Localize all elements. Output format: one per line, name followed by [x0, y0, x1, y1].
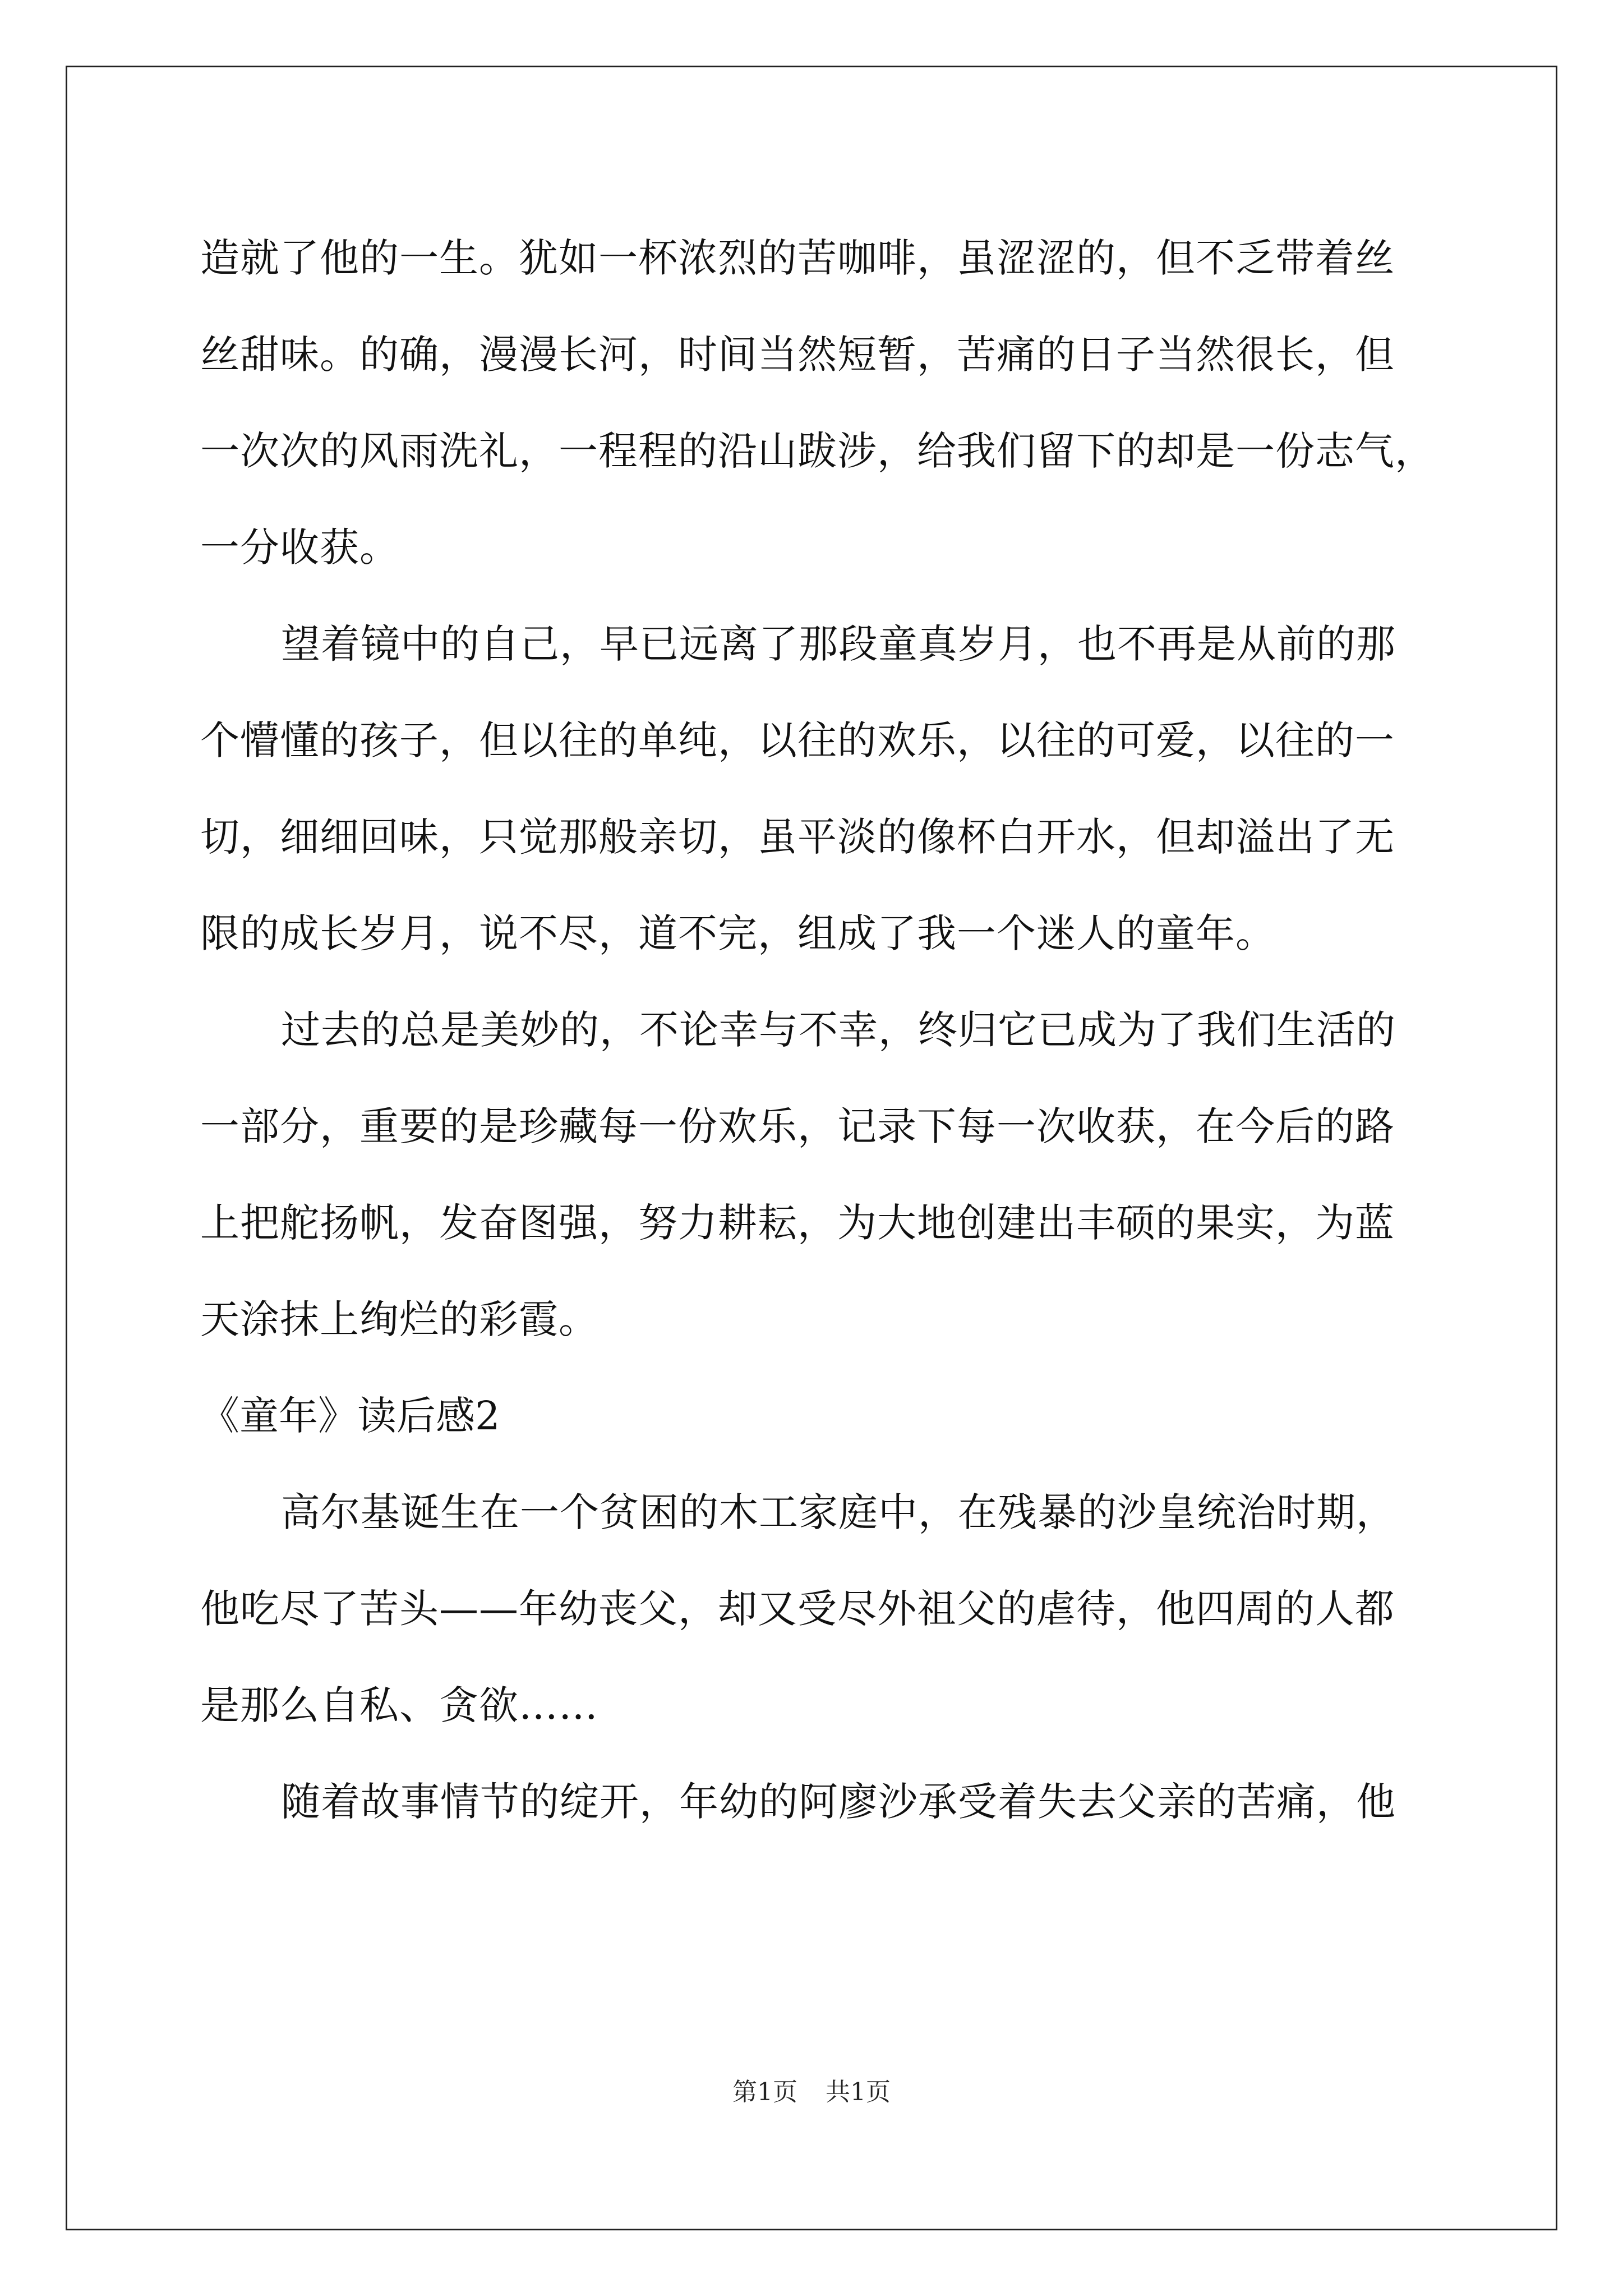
- page-number: 第1页: [732, 2078, 797, 2106]
- text-line: 个懵懂的孩子，但以往的单纯，以往的欢乐，以往的可爱，以往的一: [200, 717, 1395, 763]
- section-heading: 《童年》读后感2: [200, 1393, 500, 1439]
- text-line: 过去的总是美妙的，不论幸与不幸，终归它已成为了我们生活的: [281, 1007, 1396, 1053]
- text-line: 上把舵扬帆，发奋图强，努力耕耘，为大地创建出丰硕的果实，为蓝: [200, 1200, 1395, 1246]
- page-total: 共1页: [826, 2078, 891, 2106]
- text-line: 一部分，重要的是珍藏每一份欢乐，记录下每一次收获，在今后的路: [200, 1103, 1395, 1149]
- document-body: [200, 210, 1434, 1850]
- text-line: 造就了他的一生。犹如一杯浓烈的苦咖啡，虽涩涩的，但不乏带着丝: [200, 235, 1395, 281]
- text-line: 切，细细回味，只觉那般亲切，虽平淡的像杯白开水，但却溢出了无: [200, 814, 1395, 860]
- text-line: 限的成长岁月，说不尽，道不完，组成了我一个迷人的童年。: [200, 910, 1275, 956]
- text-line: 丝甜味。的确，漫漫长河，时间当然短暂，苦痛的日子当然很长，但: [200, 332, 1395, 378]
- text-line: 一分收获。: [200, 524, 399, 570]
- text-line: 随着故事情节的绽开，年幼的阿廖沙承受着失去父亲的苦痛，他: [281, 1779, 1396, 1825]
- text-line: 高尔基诞生在一个贫困的木工家庭中，在残暴的沙皇统治时期，: [281, 1489, 1396, 1535]
- text-line: 是那么自私、贪欲……: [200, 1682, 598, 1728]
- text-line: 他吃尽了苦头——年幼丧父，却又受尽外祖父的虐待，他四周的人都: [200, 1586, 1395, 1632]
- text-line: 一次次的风雨洗礼，一程程的沿山跋涉，给我们留下的却是一份志气，: [200, 428, 1435, 474]
- text-line: 望着镜中的自己，早已远离了那段童真岁月，也不再是从前的那: [281, 621, 1396, 667]
- page-footer: [0, 2076, 1623, 2109]
- text-line: 天涂抹上绚烂的彩霞。: [200, 1296, 598, 1342]
